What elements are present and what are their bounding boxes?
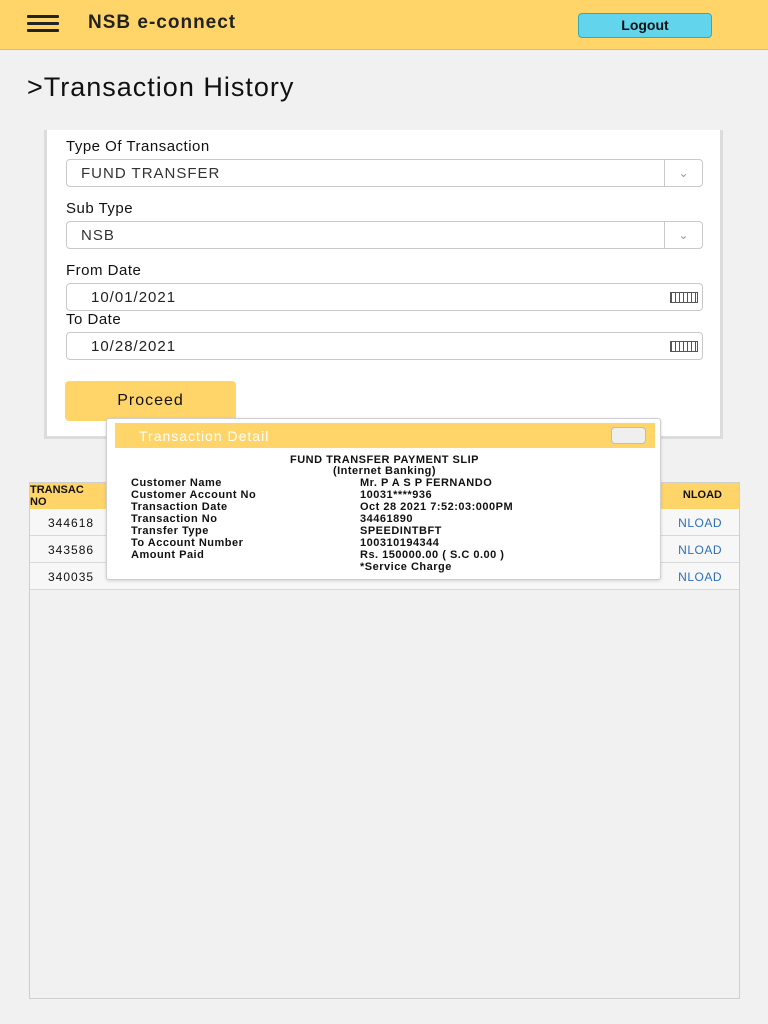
page-title: >Transaction History: [27, 72, 295, 102]
from-date-value: 10/01/2021: [91, 289, 177, 306]
slip-key: Transaction No: [131, 513, 218, 525]
slip-row: [107, 537, 662, 549]
download-link[interactable]: NLOAD: [678, 516, 722, 530]
slip-key: Customer Name: [131, 477, 222, 489]
slip-subtitle: (Internet Banking): [332, 465, 437, 477]
slip-key: To Account Number: [131, 537, 244, 549]
calendar-icon[interactable]: [670, 292, 698, 303]
column-header-transaction-no: TRANSAC NO: [30, 484, 84, 508]
slip-value: Rs. 150000.00 ( S.C 0.00 ): [360, 549, 505, 561]
sub-type-value: NSB: [81, 227, 115, 244]
hamburger-menu-icon[interactable]: [27, 15, 59, 37]
slip-row: [107, 477, 662, 489]
service-charge-note: *Service Charge: [360, 561, 452, 573]
modal-close-button[interactable]: [611, 427, 646, 444]
slip-key: Transfer Type: [131, 525, 209, 537]
sub-type-select[interactable]: [66, 221, 703, 249]
transaction-no-cell: 340035: [48, 570, 95, 584]
download-link[interactable]: NLOAD: [678, 543, 722, 557]
chevron-down-icon: ⌄: [664, 222, 702, 248]
slip-value: 10031****936: [360, 489, 433, 501]
transaction-type-value: FUND TRANSFER: [81, 165, 221, 182]
transaction-no-cell: 343586: [48, 543, 95, 557]
proceed-button[interactable]: Proceed: [65, 381, 236, 421]
slip-row: [107, 525, 662, 537]
slip-title: FUND TRANSFER PAYMENT SLIP: [289, 454, 479, 466]
top-bar: [0, 0, 768, 50]
slip-value: Mr. P A S P FERNANDO: [360, 477, 493, 489]
to-date-label: To Date: [66, 311, 122, 328]
slip-value: SPEEDINTBFT: [360, 525, 442, 537]
download-link[interactable]: NLOAD: [678, 570, 722, 584]
transaction-detail-modal: [106, 418, 661, 580]
modal-title: Transaction Detail: [139, 428, 270, 444]
sub-type-label: Sub Type: [66, 200, 134, 217]
slip-row: [107, 501, 662, 513]
slip-row: [107, 489, 662, 501]
slip-value: 100310194344: [360, 537, 440, 549]
slip-row: [107, 513, 662, 525]
from-date-input[interactable]: [66, 283, 703, 311]
app-title: NSB e-connect: [88, 12, 237, 33]
slip-row: [107, 549, 662, 561]
calendar-icon[interactable]: [670, 341, 698, 352]
slip-key: Amount Paid: [131, 549, 205, 561]
to-date-value: 10/28/2021: [91, 338, 177, 355]
slip-value: 34461890: [360, 513, 413, 525]
column-header-download: NLOAD: [682, 489, 722, 501]
logout-button[interactable]: Logout: [578, 13, 712, 38]
transaction-no-cell: 344618: [48, 516, 95, 530]
to-date-input[interactable]: [66, 332, 703, 360]
modal-header: [115, 423, 655, 448]
from-date-label: From Date: [66, 262, 142, 279]
slip-key: Transaction Date: [131, 501, 228, 513]
slip-key: Customer Account No: [131, 489, 257, 501]
slip-value: Oct 28 2021 7:52:03:000PM: [360, 501, 514, 513]
transaction-type-label: Type Of Transaction: [66, 138, 210, 155]
chevron-down-icon: ⌄: [664, 160, 702, 186]
transaction-type-select[interactable]: [66, 159, 703, 187]
slip-row: [107, 561, 662, 573]
